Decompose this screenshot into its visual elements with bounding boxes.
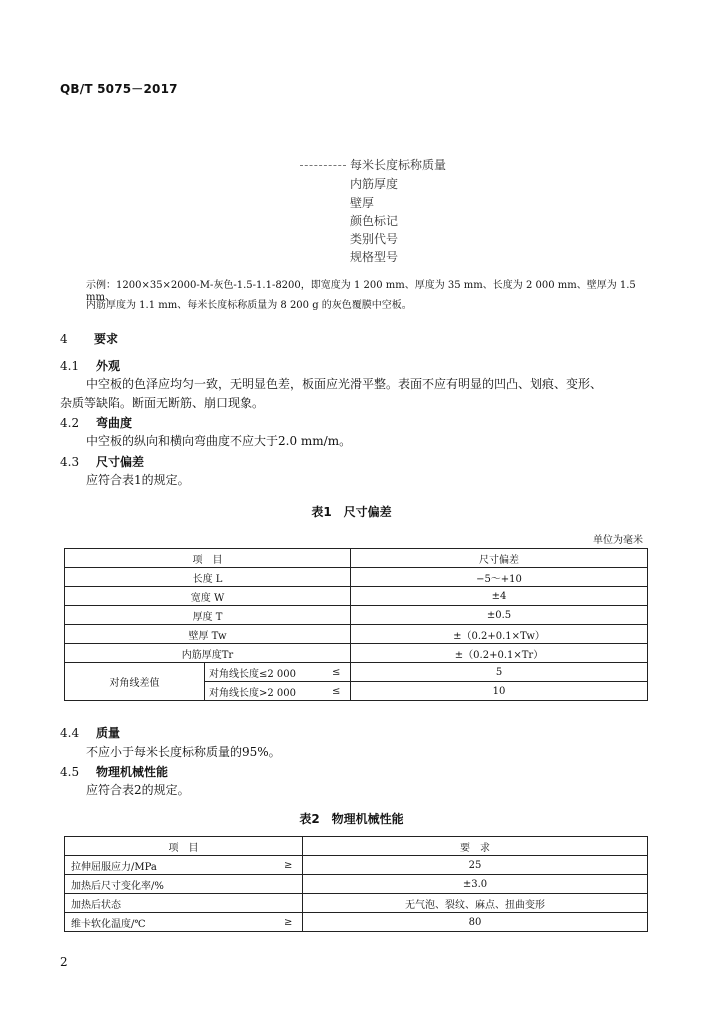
table-row xyxy=(65,663,648,682)
section-number: 4.5 xyxy=(60,765,80,779)
section-4-2-heading xyxy=(60,414,132,431)
table-1-caption: 表1 尺寸偏差 xyxy=(311,505,392,519)
section-title: 尺寸偏差 xyxy=(96,455,145,469)
section-4-1-text-1: 中空板的色泽应均匀一致，无明显色差，板面应光滑平整。表面不应有明显的凹凸、划痕、变形、 xyxy=(86,377,603,391)
table-cell: ±（0.2+0.1×Tr） xyxy=(351,644,648,663)
table-cell: 维卡软化温度/℃ xyxy=(65,913,275,932)
section-4-1-text-2: 杂质等缺陷。断面无断筋、崩口现象。 xyxy=(60,396,265,410)
table-cell: ±3.0 xyxy=(303,875,648,894)
table-cell: ±（0.2+0.1×Tw） xyxy=(351,625,648,644)
table-cell: 厚度 T xyxy=(65,606,351,625)
section-title: 质量 xyxy=(96,726,121,740)
table-cell: 80 xyxy=(303,913,648,932)
table-cell: 长度 L xyxy=(65,568,351,587)
section-4-1-heading xyxy=(60,357,120,374)
table-cell xyxy=(275,875,303,894)
section-4-5-text: 应符合表2的规定。 xyxy=(86,783,190,797)
legend-item: 内筋厚度 xyxy=(350,177,399,191)
example-line-1: 示例：1200×35×2000-M-灰色-1.5-1.1-8200，即宽度为 1 200 mm、厚度为 35 mm、长度为 2 000 mm、壁厚为 1.5 mm、 xyxy=(86,280,636,303)
table-cell xyxy=(275,894,303,913)
table-2 xyxy=(64,836,648,932)
legend-item: 类别代号 xyxy=(350,232,399,246)
table-row xyxy=(65,894,648,913)
table-header-row xyxy=(65,837,648,856)
section-number: 4.4 xyxy=(60,726,80,740)
section-4-5-heading xyxy=(60,763,168,780)
legend-item: 颜色标记 xyxy=(350,214,399,228)
table-cell: 宽度 W xyxy=(65,587,351,606)
table-row xyxy=(65,568,648,587)
section-title: 物理机械性能 xyxy=(96,765,169,779)
standard-number: QB/T 5075－2017 xyxy=(60,82,178,96)
table-cell: ±4 xyxy=(351,587,648,606)
section-title: 外观 xyxy=(96,359,121,373)
table-1 xyxy=(64,548,648,701)
table-cell: 10 xyxy=(351,682,648,701)
table-cell: 内筋厚度Tr xyxy=(65,644,351,663)
table-cell: 拉伸屈服应力/MPa xyxy=(65,856,275,875)
page-number: 2 xyxy=(60,955,68,969)
table-row xyxy=(65,625,648,644)
table-row xyxy=(65,856,648,875)
table-2-caption: 表2 物理机械性能 xyxy=(299,812,404,826)
legend-item: 规格型号 xyxy=(350,250,399,264)
table-cell: 加热后状态 xyxy=(65,894,275,913)
section-number: 4 xyxy=(60,332,68,346)
section-number: 4.2 xyxy=(60,416,80,430)
section-4-3-text: 应符合表1的规定。 xyxy=(86,473,190,487)
table-cell: ≤ xyxy=(323,682,351,701)
table-cell: 对角线差值 xyxy=(65,663,205,701)
table-cell: 5 xyxy=(351,663,648,682)
table-cell: 25 xyxy=(303,856,648,875)
section-title: 弯曲度 xyxy=(96,416,133,430)
table-cell: ≤ xyxy=(323,663,351,682)
legend-leader-line xyxy=(300,165,346,166)
section-4-4-heading xyxy=(60,724,120,741)
legend-item: 每米长度标称质量 xyxy=(350,158,447,172)
table-cell: ≥ xyxy=(275,913,303,932)
table-cell: 对角线长度>2 000 xyxy=(205,682,323,701)
table-cell: 加热后尺寸变化率/% xyxy=(65,875,275,894)
section-number: 4.3 xyxy=(60,455,80,469)
section-4-3-heading xyxy=(60,453,144,470)
legend-item: 壁厚 xyxy=(350,196,375,210)
section-4-4-text: 不应小于每米长度标称质量的95%。 xyxy=(86,745,281,759)
table-row xyxy=(65,875,648,894)
table-row xyxy=(65,587,648,606)
table-cell: −5～+10 xyxy=(351,568,648,587)
example-line-2: 内筋厚度为 1.1 mm、每米长度标称质量为 8 200 g 的灰色覆膜中空板。 xyxy=(86,300,412,311)
header-cell: 项 目 xyxy=(65,549,351,568)
section-4-2-text: 中空板的纵向和横向弯曲度不应大于2.0 mm/m。 xyxy=(86,434,352,448)
header-cell: 项 目 xyxy=(65,837,303,856)
table-cell: 对角线长度≤2 000 xyxy=(205,663,323,682)
table-row xyxy=(65,913,648,932)
table-header-row xyxy=(65,549,648,568)
table-cell: ±0.5 xyxy=(351,606,648,625)
table-1-unit: 单位为毫米 xyxy=(593,535,643,546)
table-cell: ≥ xyxy=(275,856,303,875)
section-number: 4.1 xyxy=(60,359,80,373)
table-row xyxy=(65,644,648,663)
table-cell: 无气泡、裂纹、麻点、扭曲变形 xyxy=(303,894,648,913)
section-title: 要求 xyxy=(94,332,119,346)
header-cell: 要 求 xyxy=(303,837,648,856)
section-4-heading xyxy=(60,330,118,347)
table-cell: 壁厚 Tw xyxy=(65,625,351,644)
header-cell: 尺寸偏差 xyxy=(351,549,648,568)
table-row xyxy=(65,606,648,625)
